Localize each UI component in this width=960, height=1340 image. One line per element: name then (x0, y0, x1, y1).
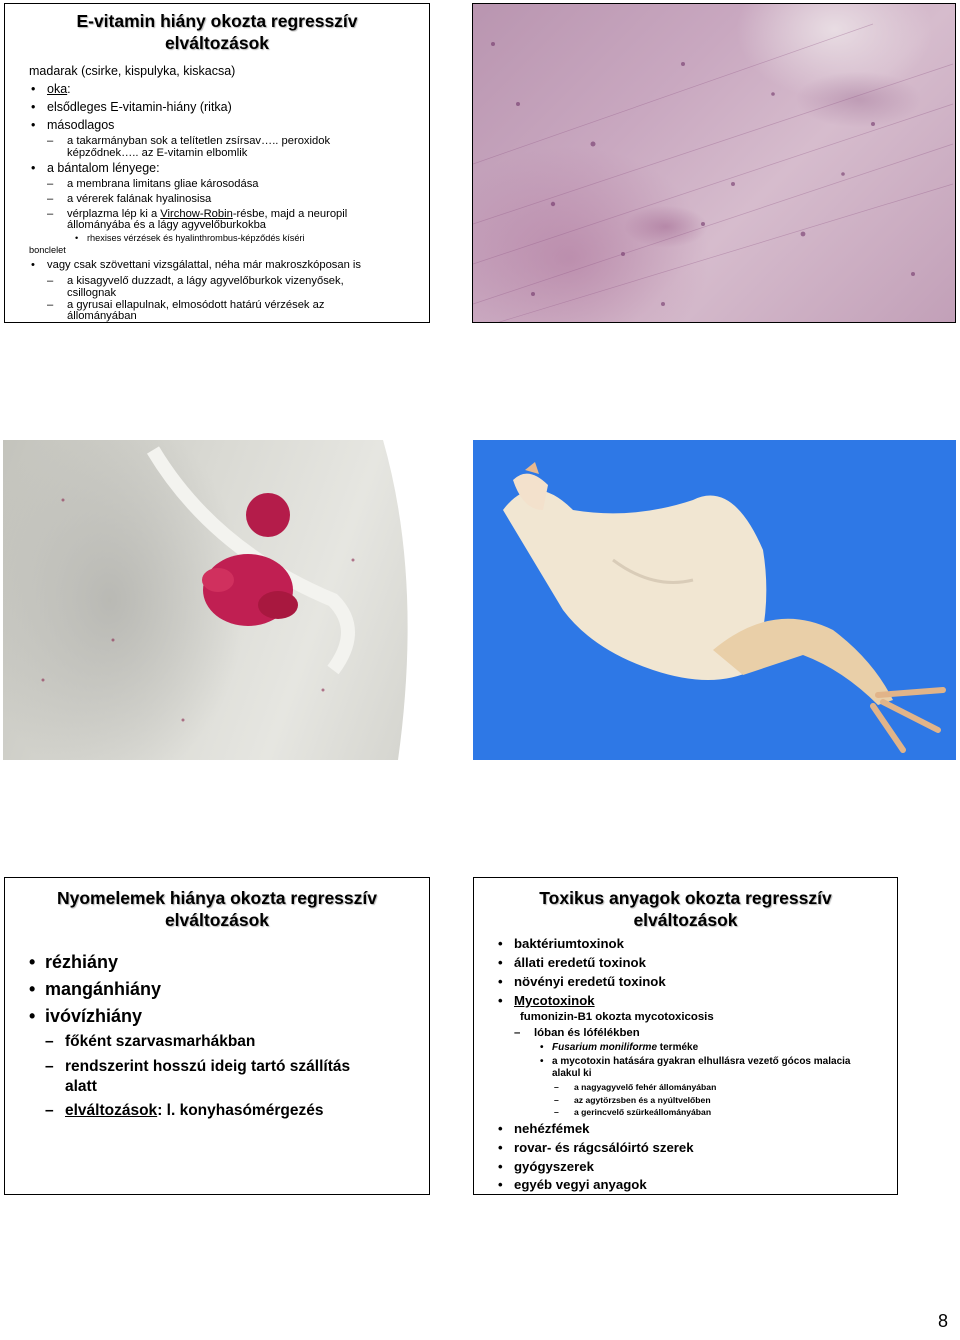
page-number: 8 (937, 1311, 948, 1331)
sub-item (65, 1102, 323, 1120)
chicken-photo (473, 440, 956, 760)
slide-title (5, 887, 429, 931)
slide-title (474, 887, 897, 931)
title-line: Nyomelemek hiánya okozta regresszív (56, 888, 377, 908)
list-item: • másodlagos (47, 118, 114, 132)
list-item: • állati eredetű toxinok (514, 955, 646, 970)
text: -résbe, majd a neuropil (232, 208, 348, 220)
sub-item-cont: alatt (65, 1078, 97, 1095)
sub-item: – a gyrusai ellapulnak, elmosódott határú vérzések az (67, 299, 324, 311)
sub-item: – lóban és lófélékben (534, 1027, 640, 1039)
sub-item-cont: állományában (67, 310, 137, 322)
title-line: elváltozások (164, 33, 270, 53)
sub-item: – rendszerint hosszú ideig tartó szállítás (65, 1058, 350, 1076)
list-item: • ivóvízhiány (45, 1006, 142, 1027)
slide-toxic-substances (473, 877, 898, 1195)
tissue-texture (473, 4, 956, 323)
chicken-figure (473, 440, 956, 760)
list-item: • rézhiány (45, 952, 118, 973)
species-name: Fusarium moniliforme (552, 1042, 658, 1053)
sub-item: – a kisagyvelő duzzadt, a lágy agyvelőburkok vizenyősek, (67, 275, 344, 287)
list-item: • növényi eredetű toxinok (514, 974, 666, 989)
oka-link: oka (47, 82, 68, 96)
sub-item: – a takarmányban sok a telítetlen zsírsav….. peroxidok (67, 135, 330, 147)
text: vérplazma lép ki a (67, 208, 161, 220)
sub-item-cont: képződnek….. az E-vitamin elbomlik (67, 147, 248, 159)
slide-title (5, 10, 429, 54)
sub-heading: fumonizin-B1 okozta mycotoxicosis (520, 1011, 714, 1023)
title-line: elváltozások (164, 910, 270, 930)
title-line: E-vitamin hiány okozta regresszív (76, 11, 358, 31)
list-item: • nehézfémek (514, 1121, 590, 1136)
virchow-robin-link: Virchow-Robin (160, 208, 233, 220)
sub-sub-item: • rhexises vérzések és hyalinthrombus-képződés kíséri (87, 233, 305, 243)
list-item (47, 82, 71, 96)
colon: : (67, 82, 71, 96)
sub-item: – a vérerek falának hyalinosisa (67, 193, 211, 205)
slide-evitamin (4, 3, 430, 323)
sub-item-cont: csillognak (67, 287, 117, 299)
detail-item: – a gerincvelő szürkeállományában (574, 1107, 711, 1117)
slide-trace-elements (4, 877, 430, 1195)
hemorrhage-spot (246, 493, 290, 537)
detail-item: – a nagyagyvelő fehér állományában (574, 1082, 716, 1092)
tissue-section (3, 440, 429, 760)
intro-text: madarak (csirke, kispulyka, kiskacsa) (29, 64, 236, 78)
mycotoxinok-link: • Mycotoxinok (514, 993, 595, 1008)
list-item: • rovar- és rágcsálóirtó szerek (514, 1140, 694, 1155)
list-item: • vagy csak szövettani vizsgálattal, néha már makroszkóposan is (47, 259, 361, 271)
sub-sub-item-cont: alakul ki (552, 1068, 592, 1079)
sub-item: – főként szarvasmarhákban (65, 1033, 255, 1051)
sub-item: – a membrana limitans gliae károsodása (67, 178, 259, 190)
sub-sub-item (552, 1042, 698, 1053)
list-item: • mangánhiány (45, 979, 161, 1000)
list-item: • elsődleges E-vitamin-hiány (ritka) (47, 100, 232, 114)
section-label: bonclelet (29, 245, 66, 255)
text: : l. konyhasómérgezés (157, 1102, 324, 1119)
title-line: elváltozások (633, 910, 738, 930)
text: terméke (657, 1042, 699, 1053)
list-item: • egyéb vegyi anyagok (514, 1177, 647, 1192)
title-line: Toxikus anyagok okozta regresszív (539, 888, 832, 908)
sub-item-cont: állományába és a lágy agyvelőburkokba (67, 219, 267, 231)
histology-micrograph (472, 3, 956, 323)
elvaltozasok-link: elváltozások (65, 1102, 158, 1119)
list-item: • baktériumtoxinok (514, 936, 624, 951)
sub-sub-item: • a mycotoxin hatására gyakran elhullásra vezető gócos malacia (552, 1056, 850, 1067)
detail-item: – az agytörzsben és a nyúltvelőben (574, 1095, 711, 1105)
list-item: • gyógyszerek (514, 1159, 594, 1174)
chicken-leg (713, 619, 893, 705)
list-item: • a bántalom lényege: (47, 161, 160, 175)
brain-hemorrhage-photo (3, 440, 429, 760)
